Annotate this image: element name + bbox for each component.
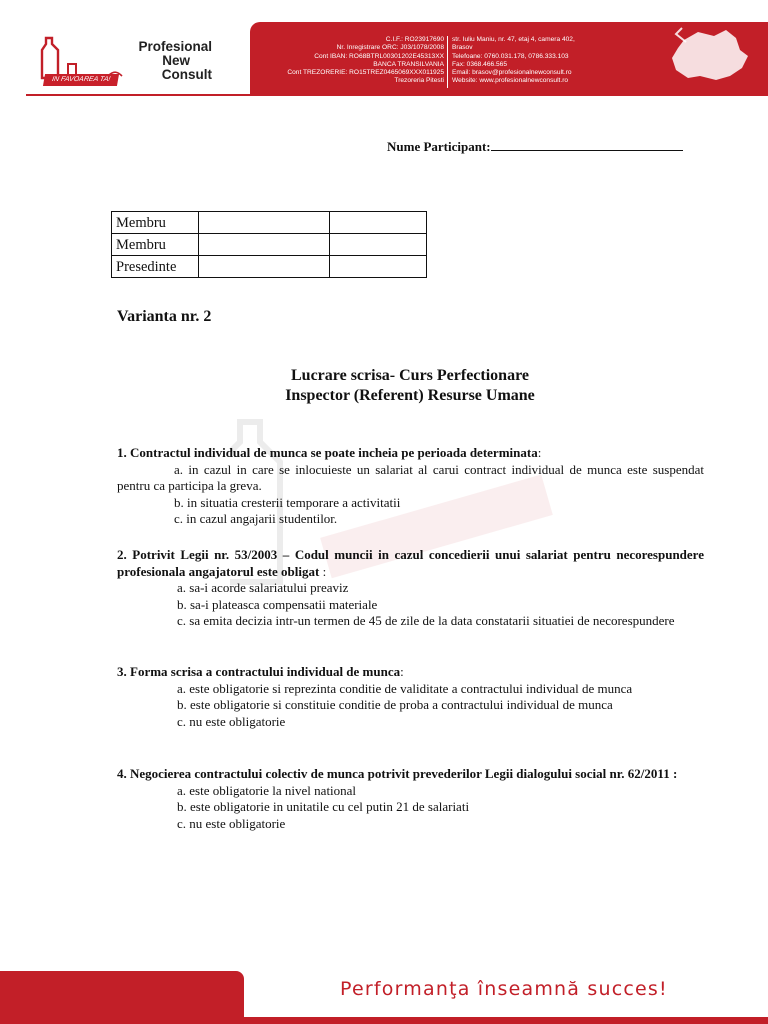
answer-option[interactable]: b. este obligatorie si constituie conditie de proba a contractului individual de munca (177, 697, 613, 712)
committee-signature-cell[interactable] (330, 212, 427, 234)
question-3 (117, 664, 704, 730)
document-title: Lucrare scrisa- Curs Perfectionare (291, 367, 529, 384)
company-info-line: Nr. Inregistrare ORC: J03/1078/2008 (336, 44, 444, 52)
answer-option[interactable]: b. este obligatorie in unitatile cu cel putin 21 de salariati (177, 799, 470, 814)
committee-role: Membru (112, 234, 199, 256)
table-row (112, 212, 427, 234)
question-text: 1. Contractul individual de munca se poate incheia pe perioada determinata: (117, 445, 542, 460)
question-text: 4. Negocierea contractului colectiv de munca potrivit prevederilor Legii dialogului social nr. 62/2011 : (117, 766, 678, 781)
company-info-line: Trezoreria Pitesti (394, 77, 444, 85)
committee-role: Presedinte (112, 256, 199, 278)
question-text: 3. Forma scrisa a contractului individual de munca: (117, 664, 404, 679)
question-2 (117, 547, 704, 630)
contact-info (452, 36, 622, 86)
question-1 (117, 445, 704, 528)
brand-line-2: New (162, 53, 190, 68)
committee-signature-cell[interactable] (330, 234, 427, 256)
answer-option[interactable]: c. sa emita decizia intr-un termen de 45 de zile de la data constatarii situatiei de necorespundere (177, 613, 675, 628)
contact-website[interactable]: Website: www.profesionalnewconsult.ro (452, 77, 569, 85)
romania-map-icon (664, 26, 752, 86)
participant-label: Nume Participant: (387, 139, 491, 154)
answer-option[interactable]: c. in cazul angajarii studentilor. (174, 511, 338, 526)
variant-label: Varianta nr. 2 (117, 308, 212, 325)
company-info (262, 36, 444, 86)
contact-email[interactable]: Email: brasov@profesionalnewconsult.ro (452, 69, 572, 77)
participant-name-line[interactable] (491, 139, 683, 151)
header-underline (26, 94, 768, 96)
committee-signature-cell[interactable] (330, 256, 427, 278)
contact-info-line: Fax: 0368.466.565 (452, 60, 507, 68)
answer-option[interactable]: c. nu este obligatorie (177, 815, 286, 831)
company-info-line: C.I.F.: RO23917690 (385, 36, 444, 43)
brand-line-1: Profesional (138, 39, 212, 54)
answer-option[interactable]: a. sa-i acorde salariatului preaviz (177, 580, 349, 595)
document-subtitle: Inspector (Referent) Resurse Umane (285, 387, 535, 404)
footer-slogan: Performanţa înseamnă succes! (340, 978, 668, 1000)
contact-info-line: Telefoane: 0760.031.178, 0786.333.103 (452, 52, 569, 60)
committee-name-cell[interactable] (199, 256, 330, 278)
contact-info-line: Brasov (452, 44, 473, 52)
company-info-line: Cont TREZORERIE: RO15TREZ0465069XXX011925 (287, 69, 444, 77)
answer-option[interactable]: b. in situatia cresterii temporare a activitatii (174, 494, 401, 510)
brand-name (124, 40, 212, 82)
question-4 (117, 766, 704, 832)
table-row (112, 256, 427, 278)
company-info-line: Cont IBAN: RO68BTRL00301202E45313XX (314, 52, 444, 60)
contact-info-line: str. Iuliu Maniu, nr. 47, etaj 4, camera 402, (452, 36, 575, 43)
footer-accent (0, 971, 244, 1018)
brand-line-3: Consult (161, 67, 212, 82)
committee-table (111, 211, 427, 278)
logo-tagline: IN FAVOAREA TA! (43, 74, 119, 86)
table-row (112, 234, 427, 256)
answer-option[interactable]: c. nu este obligatorie (177, 713, 286, 729)
company-info-line: BANCA TRANSILVANIA (373, 60, 444, 68)
footer-band (0, 1017, 768, 1024)
committee-role: Membru (112, 212, 199, 234)
answer-option[interactable]: b. sa-i plateasca compensatii materiale (177, 596, 378, 612)
committee-name-cell[interactable] (199, 212, 330, 234)
answer-option[interactable]: a. in cazul in care se inlocuieste un salariat al carui contract individual de munca este suspendat pentru ca participa la greva. (117, 461, 704, 493)
answer-option[interactable]: a. este obligatorie si reprezinta conditie de validitate a contractului individual de munca (177, 680, 633, 696)
committee-name-cell[interactable] (199, 234, 330, 256)
answer-option[interactable]: a. este obligatorie la nivel national (177, 782, 357, 798)
question-text: 2. Potrivit Legii nr. 53/2003 – Codul muncii in cazul concedierii unui salariat pentru necorespundere profesionala angajatorul este obligat : (117, 547, 704, 579)
participant-name-field (387, 139, 683, 155)
header-separator (447, 36, 448, 88)
